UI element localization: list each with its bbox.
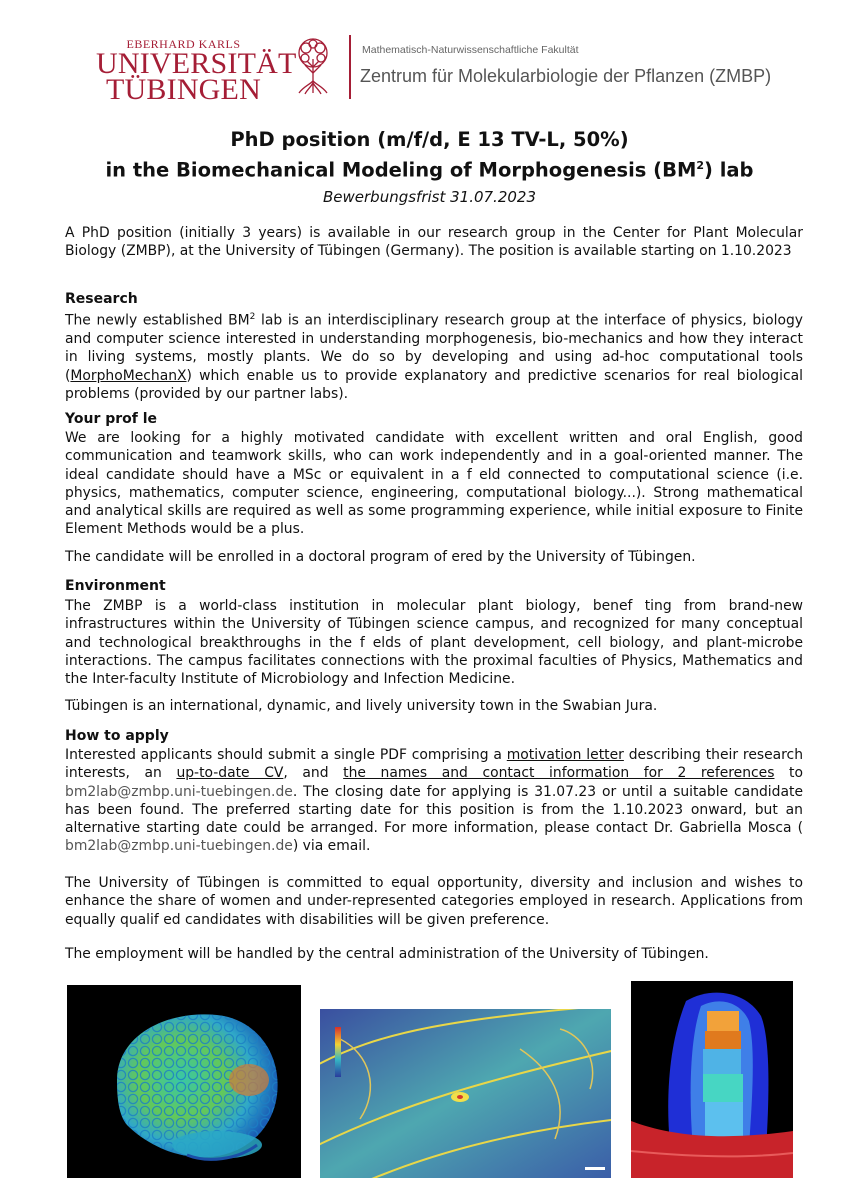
morphomechanx-link[interactable]: MorphoMechanX [70,367,187,384]
apply-paragraph [65,746,803,856]
deadline: Bewerbungsfrist 31.07.2023 [322,188,537,206]
research-text-2: lab is an interdisciplinary research group at the interface of physics, biology and computer science interested in understanding morphogenesis, bio-mechanics and how they interact in living systems, mostly plants. We do so by developing and using ad-hoc computational tools ( [65,312,803,384]
apply-text-3: , and [283,765,344,782]
research-text-3: ) which enable us to provide explanatory and predictive scenarios for real biological problems (provided by our partner labs). [65,367,803,402]
environment-paragraph: The ZMBP is a world-class institution in molecular plant biology, benef ting from brand-new infrastructures within the University of Tübingen science campus, and recognized for many conceptual and technological breakthroughs in the f elds of plant development, cell biology, and plant-microbe interactions. The campus facilitates connections with the proximal faculties of Physics, Mathematics and the Inter-faculty Institute of Microbiology and Infection Medicine. [65,598,803,688]
research-heading: Research [65,291,138,307]
email-link[interactable]: bm2lab@zmbp.uni-tuebingen.de [65,783,293,800]
employment-paragraph: The employment will be handled by the central administration of the University of Tübingen. [65,946,709,962]
apply-text-2: describing their research interests, an [65,747,804,782]
faculty-name: Mathematisch-Naturwissenschaftliche Fakultät [362,44,579,56]
uni-line-3: TÜBINGEN [106,73,261,106]
enrollment-paragraph: The candidate will be enrolled in a doctoral program of ered by the University of Tübingen. [65,549,696,565]
title-line-2 [0,153,859,184]
center-name: Zentrum für Molekularbiologie der Pflanzen (ZMBP) [360,66,772,86]
tree-logo-icon [293,37,333,95]
cell-model-image [631,981,793,1178]
shoot-apex-render [67,985,301,1178]
equality-paragraph: The University of Tübingen is committed to equal opportunity, diversity and inclusion and wishes to enhance the share of women and under-represented categories employed in research. Applications from equally qualif ed candidates with disabilities will be given preference. [65,875,803,928]
tissue-stress-render [320,1009,611,1178]
apply-text-4: to [774,765,803,782]
apply-text-5: . The closing date for applying is 31.07.23 or until a suitable candidate has been found. The preferred starting date for this position is from the 1.10.2023 onward, but an alternative starting date could be arranged. For more information, please contact Dr. Gabriella Mosca ( [65,783,803,837]
shoot-apex-simulation-image [67,985,301,1178]
profile-heading: Your prof le [65,411,158,427]
title-superscript: 2 [696,159,705,172]
title-line-1: PhD position (m/f/d, E 13 TV-L, 50%) [230,128,629,151]
title-line-2-text: in the Biomechanical Modeling of Morphogenesis (BM [105,158,697,182]
motivation-letter-text: motivation letter [506,747,624,763]
research-text-1: The newly established BM [65,312,250,329]
tissue-stress-map-image [320,1009,611,1178]
header [0,0,859,110]
title-line-2-end: ) lab [704,158,754,182]
cell-model-render [631,981,793,1178]
research-paragraph [65,308,803,403]
uni-line-1: EBERHARD KARLS [126,37,241,51]
header-divider [349,35,351,99]
intro-paragraph: A PhD position (initially 3 years) is available in our research group in the Center for Plant Molecular Biology (ZMBP), at the University of Tübingen (Germany). The position is available starting on 1.10.2023 [65,225,803,260]
uni-line-2: UNIVERSITÄT [96,47,297,80]
apply-text-1: Interested applicants should submit a single PDF comprising a [65,747,507,763]
university-logo [96,37,297,106]
apply-text-6: ) via email. [292,838,371,855]
references-text: the names and contact information for 2 references [343,765,775,782]
profile-paragraph: We are looking for a highly motivated candidate with excellent written and oral English, good communication and teamwork skills, who can work independently and in a goal-oriented manner. The ideal candidate should have a MSc or equivalent in a f eld connected to computational science (i.e. physics, mathematics, computer science, engineering, computational biology...). Strong mathematical and analytical skills are required as well as some programming experience, while initial exposure to Finite Element Methods would be a plus. [65,430,803,538]
contact-email-link[interactable]: bm2lab@zmbp.uni-tuebingen.de [65,838,293,855]
research-superscript: 2 [249,312,256,322]
cv-text: up-to-date CV [176,765,284,782]
town-paragraph: Tübingen is an international, dynamic, and lively university town in the Swabian Jura. [65,698,658,714]
apply-heading: How to apply [65,728,169,744]
environment-heading: Environment [65,578,166,594]
